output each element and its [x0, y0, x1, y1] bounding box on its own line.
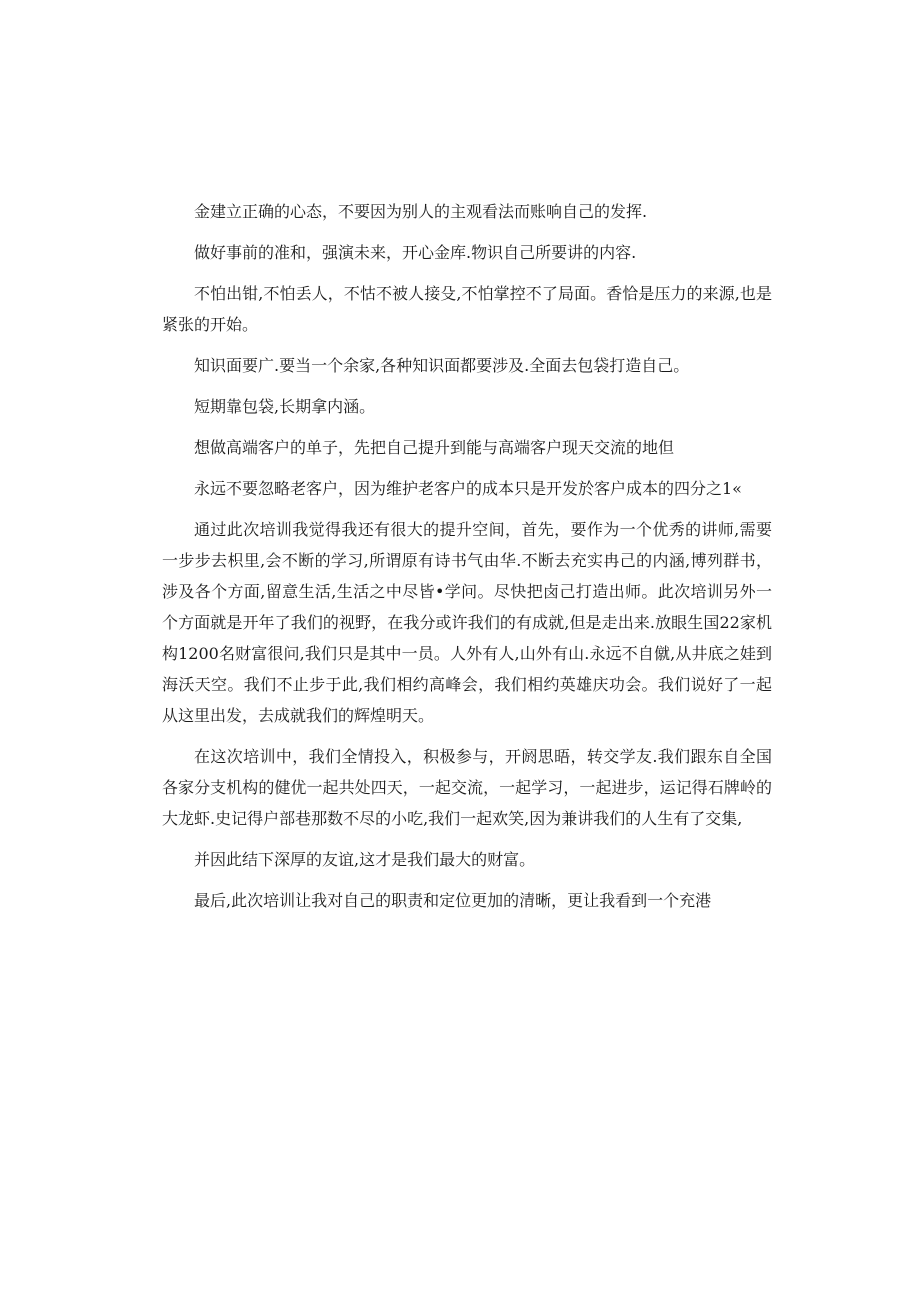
- paragraph-11: 最后,此次培训让我对自己的职责和定位更加的清晰，更让我看到一个充港: [194, 891, 712, 910]
- paragraph-10: 并因此结下深厚的友谊,这才是我们最大的财富。: [194, 850, 536, 869]
- paragraph-9: 在这次培训中，我们全情投入，积极参与，开阏思晤，转交学友.我们跟东自全国各家分支机构的健优一起共处四天，一起交流，一起学习，一起进步，运记得石牌岭的大龙虾.史记得户部巷那数不尽的小吃,我们一起欢笑,因为兼讲我们的人生有了交集,: [162, 747, 772, 828]
- paragraph-1: 金建立正确的心态，不要因为别人的主观看法而账响自己的发挥.: [194, 202, 648, 221]
- paragraph-5: 短期靠包袋,长期拿内涵。: [194, 397, 376, 416]
- paragraph-2: 做好事前的准和，强演未来，开心金库.物识自己所要讲的内容.: [194, 243, 637, 262]
- document-body: [162, 196, 772, 926]
- paragraph-6: 想做高端客户的单子，先把自己提升到能与高端客户现天交流的地但: [194, 438, 675, 457]
- paragraph-8: 通过此次培训我觉得我还有很大的提升空间，首先，要作为一个优秀的讲师,需要一步步去枳里,会不断的学习,所谓原有诗书气由华.不断去充实冉己的内涵,博列群书，涉及各个方面,留意生活,生活之中尽皆•学问。尽快把卤己打造出师。此次培训另外一个方面就是开年了我们的视野，在我分或许我们的有成就,但是走出来.放眼生国22家机构1200名财富很问,我们只是其中一员。人外有人,山外有山.永远不自僦,从井底之娃到海沃天空。我们不止步于此,我们相约高峰会，我们相约英雄庆功会。我们说好了一起从这里出发，去成就我们的辉煌明天。: [162, 520, 772, 725]
- paragraph-7: 永远不要忽略老客户，因为维护老客户的成本只是开发於客户成本的四分之1«: [194, 479, 742, 498]
- paragraph-4: 知识面要广.要当一个余家,各种知识面都要涉及.全面去包袋打造自己。: [194, 356, 690, 375]
- paragraph-3: 不怕出钳,不怕丢人，不怙不被人接殳,不怕掌控不了局面。香恰是压力的来源,也是紧张的开始。: [162, 284, 772, 334]
